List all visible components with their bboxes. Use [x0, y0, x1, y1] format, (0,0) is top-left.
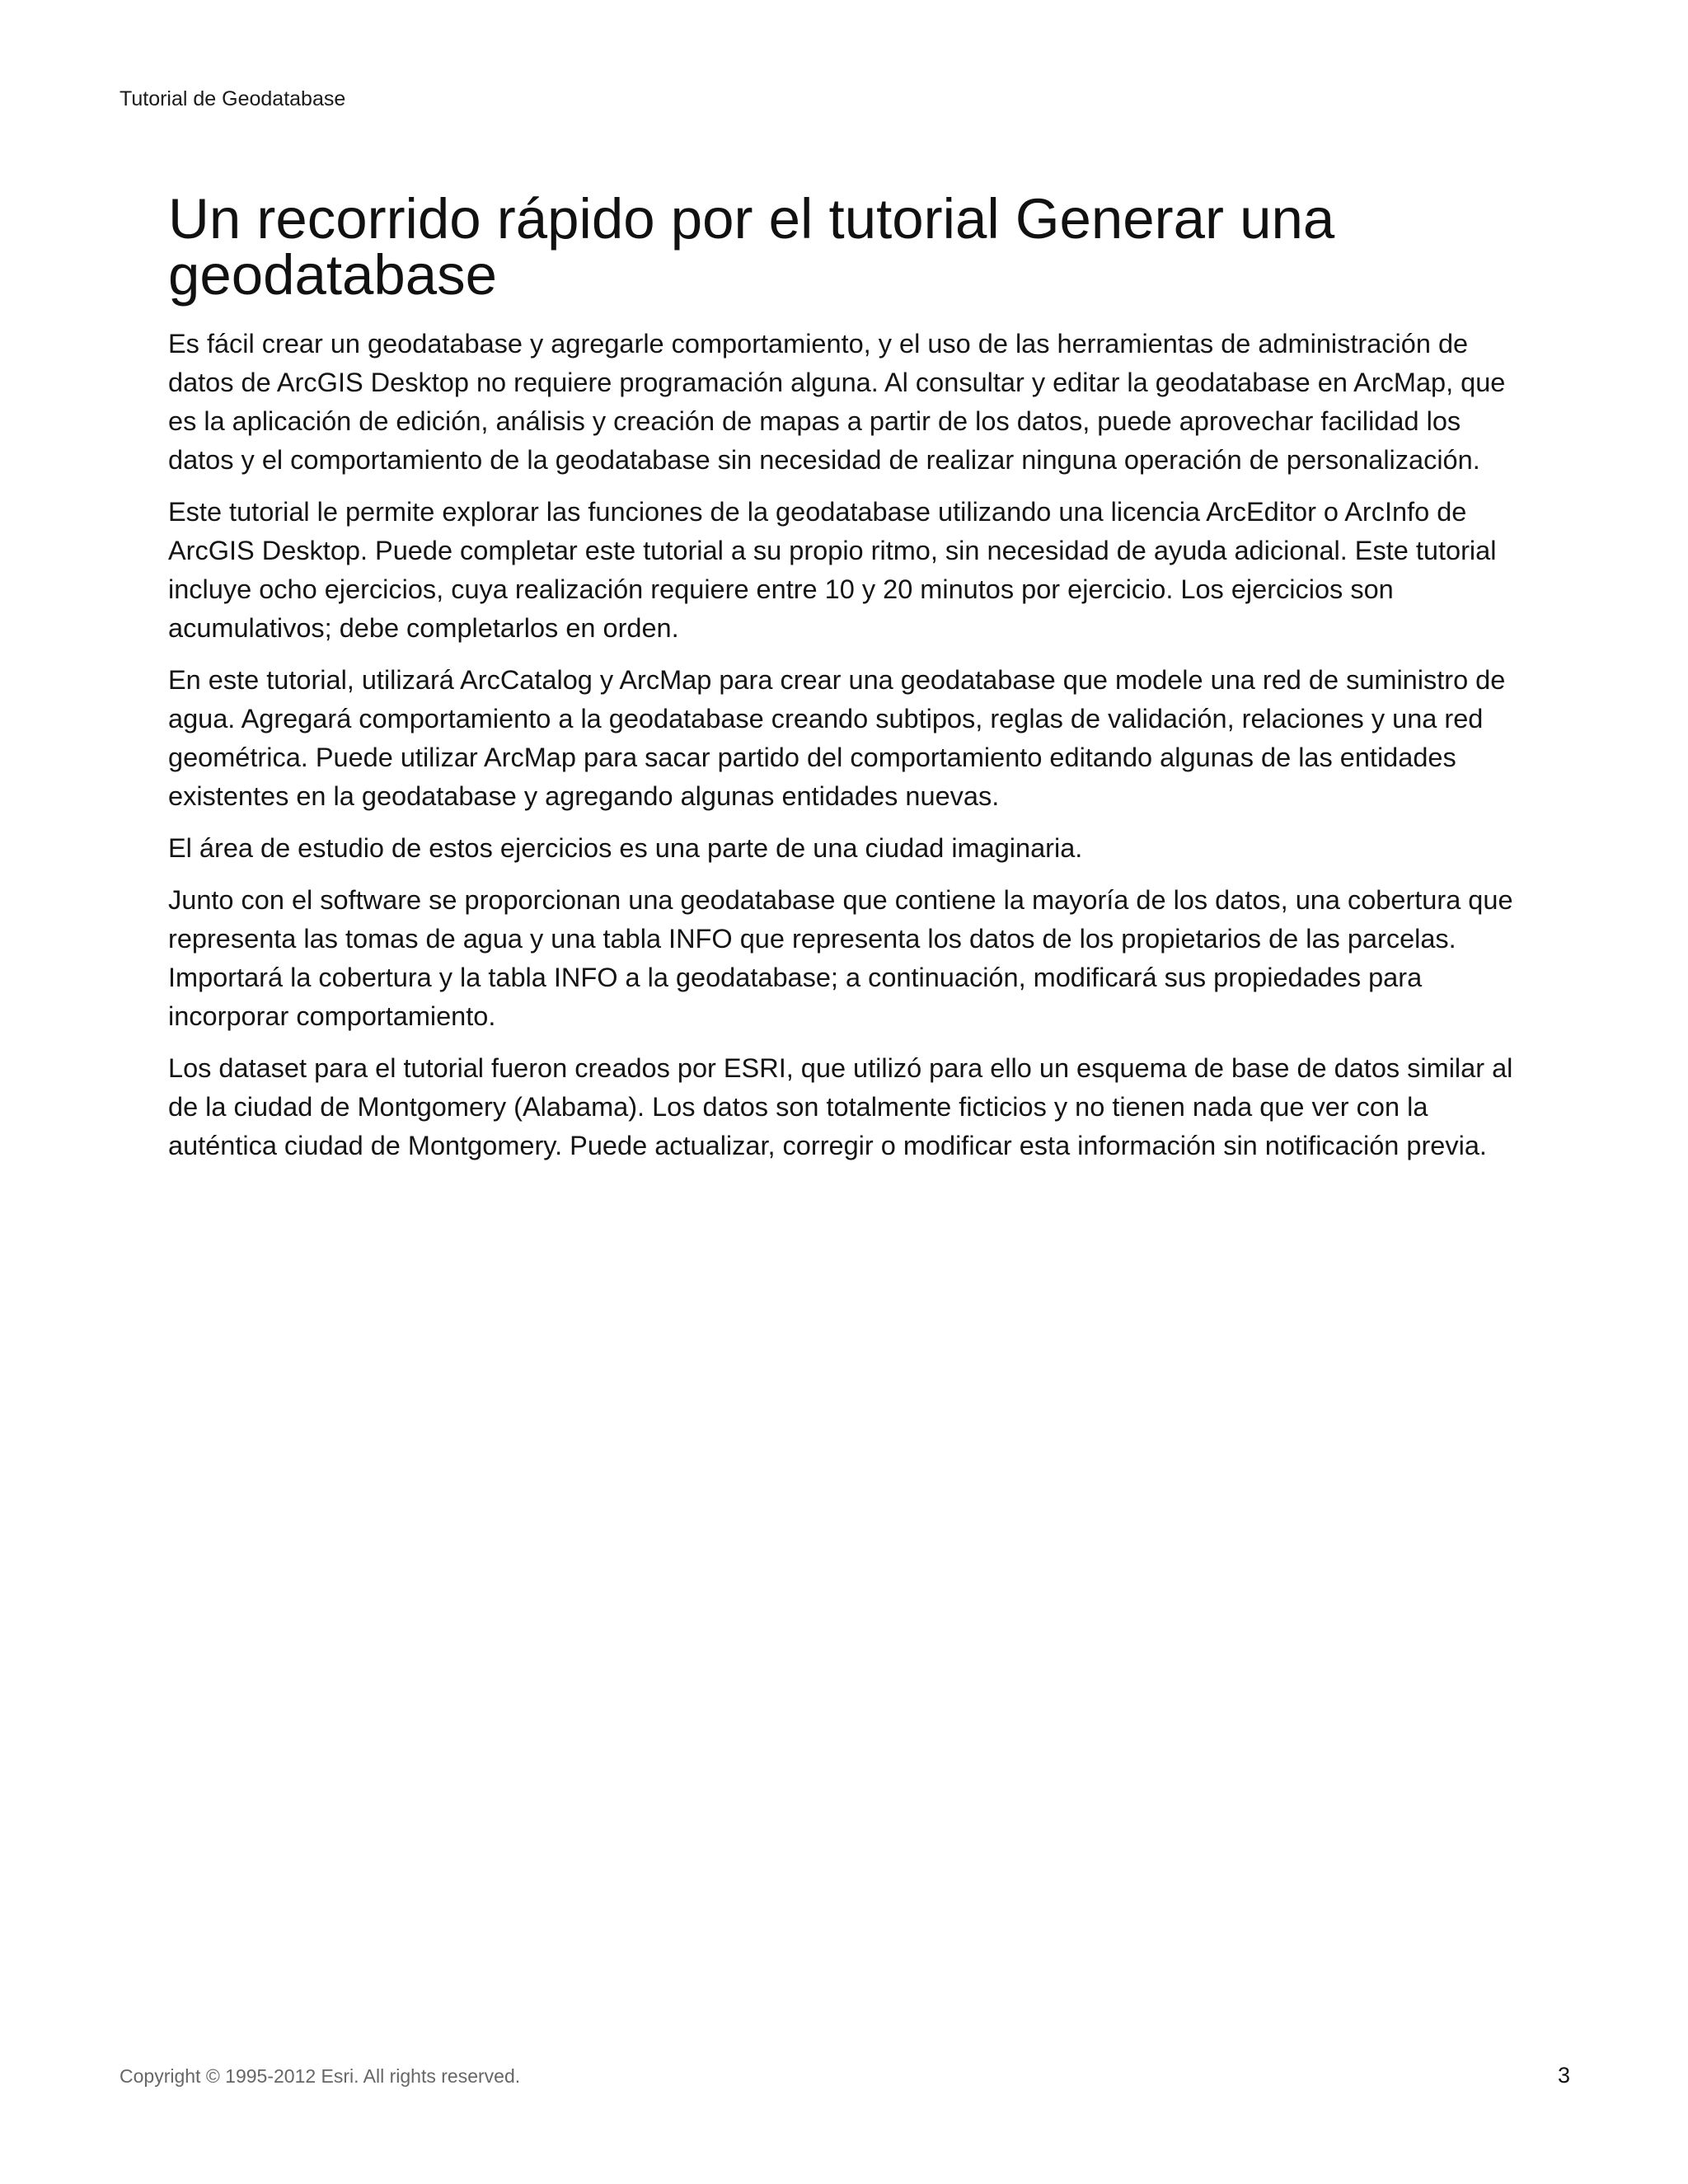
- running-header: Tutorial de Geodatabase: [120, 87, 346, 110]
- paragraph: Junto con el software se proporcionan una geodatabase que contiene la mayoría de los datos, una cobertura que representa las tomas de agua y una tabla INFO que representa los datos de los propietarios de las parcelas. Importará la cobertura y la tabla INFO a la geodatabase; a continuación, modificará sus propiedades para incorporar comportamiento.: [168, 885, 1513, 1031]
- main-content: [168, 187, 1520, 1179]
- page-number: 3: [1557, 2063, 1570, 2088]
- paragraph: Es fácil crear un geodatabase y agregarle comportamiento, y el uso de las herramientas de administración de datos de ArcGIS Desktop no requiere programación alguna. Al consultar y editar la geodatabase en ArcMap, que es la aplicación de edición, análisis y creación de mapas a partir de los datos, puede aprovechar facilidad los datos y el comportamiento de la geodatabase sin necesidad de realizar ninguna operación de personalización.: [168, 329, 1506, 475]
- paragraph: En este tutorial, utilizará ArcCatalog y ArcMap para crear una geodatabase que modele una red de suministro de agua. Agregará comportamiento a la geodatabase creando subtipos, reglas de validación, relaciones y una red geométrica. Puede utilizar ArcMap para sacar partido del comportamiento editando algunas de las entidades existentes en la geodatabase y agregando algunas entidades nuevas.: [168, 665, 1506, 811]
- paragraph: Los dataset para el tutorial fueron creados por ESRI, que utilizó para ello un esquema de base de datos similar al de la ciudad de Montgomery (Alabama). Los datos son totalmente ficticios y no tienen nada que ver con la auténtica ciudad de Montgomery. Puede actualizar, corregir o modificar esta información sin notificación previa.: [168, 1053, 1513, 1160]
- page-title: Un recorrido rápido por el tutorial Generar una geodatabase: [168, 187, 1335, 307]
- paragraph: Este tutorial le permite explorar las funciones de la geodatabase utilizando una licencia ArcEditor o ArcInfo de ArcGIS Desktop. Puede completar este tutorial a su propio ritmo, sin necesidad de ayuda adicional. Este tutorial incluye ocho ejercicios, cuya realización requiere entre 10 y 20 minutos por ejercicio. Los ejercicios son acumulativos; debe completarlos en orden.: [168, 497, 1497, 643]
- paragraph: El área de estudio de estos ejercicios es una parte de una ciudad imaginaria.: [168, 833, 1083, 863]
- footer-copyright: Copyright © 1995-2012 Esri. All rights reserved.: [120, 2065, 521, 2087]
